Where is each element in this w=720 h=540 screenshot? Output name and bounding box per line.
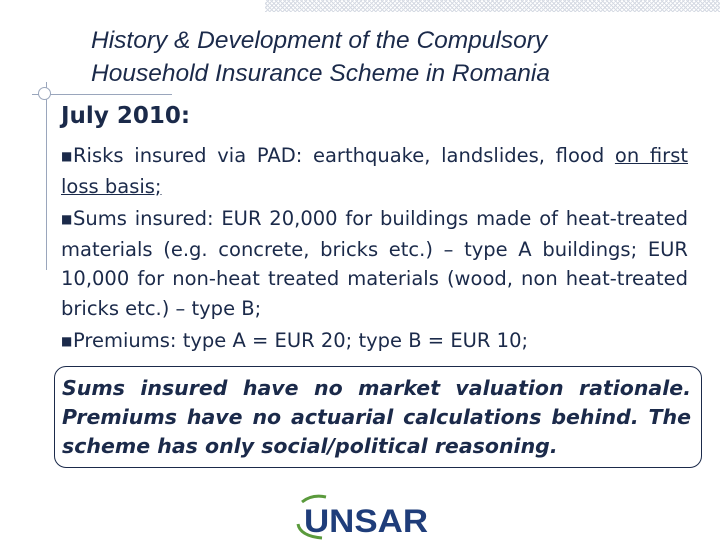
slide-title bbox=[91, 24, 691, 90]
logo-text: UNSAR bbox=[304, 503, 428, 539]
risks-underlined-text: on first loss basis; bbox=[61, 144, 689, 198]
title-line-2: Household Insurance Scheme in Romania bbox=[91, 60, 550, 87]
bullet-sums bbox=[61, 204, 688, 323]
risks-text: Risks insured via PAD: earthquake, landslides, flood bbox=[73, 144, 615, 167]
sums-text: Sums insured: EUR 20,000 for buildings made of heat-treated materials (e.g. concrete, bricks etc.) – type A buildings; EUR 10,000 for non-heat treated materials (wood, non heat-treated bricks etc.) – type B; bbox=[61, 207, 688, 320]
conclusion-box: Sums insured have no market valuation rationale. Premiums have no actuarial calculations behind. The scheme has only social/political reasoning. bbox=[54, 366, 702, 468]
decorative-vertical-rule bbox=[46, 82, 47, 270]
decorative-ring bbox=[38, 87, 51, 100]
square-bullet-icon: ■ bbox=[61, 149, 73, 163]
bullet-list bbox=[61, 141, 688, 360]
bullet-risks bbox=[61, 141, 688, 201]
unsar-logo bbox=[292, 494, 432, 540]
bullet-premiums bbox=[61, 326, 688, 357]
decorative-horizontal-rule bbox=[32, 94, 172, 95]
date-subheading: July 2010: bbox=[61, 103, 191, 129]
premiums-text: Premiums: type A = EUR 20; type B = EUR 10; bbox=[73, 329, 529, 352]
square-bullet-icon: ■ bbox=[61, 212, 73, 226]
logo-swoosh-top bbox=[302, 496, 326, 502]
title-line-1: History & Development of the Compulsory bbox=[91, 27, 548, 54]
square-bullet-icon: ■ bbox=[61, 334, 73, 348]
top-decorative-pattern bbox=[265, 0, 720, 12]
